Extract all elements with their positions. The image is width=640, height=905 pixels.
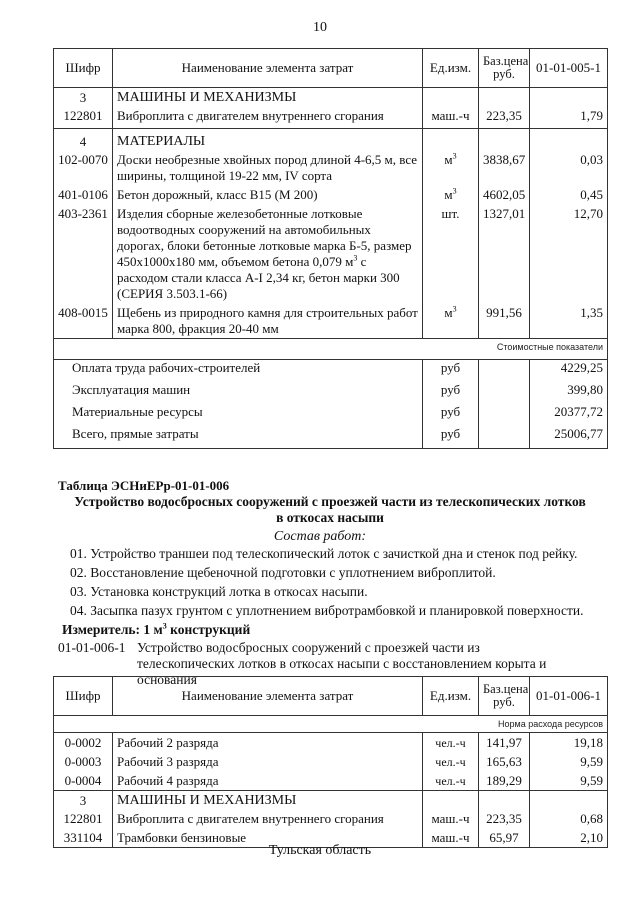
header-norm-code: 01-01-005-1 xyxy=(530,49,608,88)
table-header-row xyxy=(54,49,608,88)
table-row: 401-0106 Бетон дорожный, класс B15 (М 200) $м^3$ 4602,05 0,45 xyxy=(54,185,608,204)
norm-description: Устройство водосбросных сооружений с проезжей части из телескопических лотков в откосах насыпи с восстановлением корыта и основания xyxy=(137,640,547,687)
work-item: 04. Засыпка пазух грунтом с уплотнением вибротрамбовкой и планировкой поверхности. xyxy=(70,603,584,618)
cost-indicators-note: Стоимостные показатели xyxy=(54,339,608,360)
cost-indicators-note-row xyxy=(54,339,608,360)
page-number: 10 xyxy=(313,20,327,35)
page-footer: Тульская область xyxy=(268,843,372,858)
total-row: Материальные ресурсы руб 20377,72 xyxy=(54,404,608,426)
work-item: 02. Восстановление щебеночной подготовки с уплотнением виброплитой. xyxy=(70,565,496,580)
section-number: 3 xyxy=(54,88,113,107)
resource-table-01-01-005-1 xyxy=(53,48,608,449)
table-row: 0-0004 Рабочий 4 разряда чел.-ч 189,29 9,59 xyxy=(54,771,608,791)
header-code: Шифр xyxy=(54,49,113,88)
total-row: Оплата труда рабочих-строителей руб 4229,25 xyxy=(54,360,608,383)
section-row-materials xyxy=(54,128,608,150)
table-row: 0-0002 Рабочий 2 разряда чел.-ч 141,97 19,18 xyxy=(54,733,608,753)
table-row: 122801 Виброплита с двигателем внутреннего сгорания маш.-ч 223,35 0,68 xyxy=(54,809,608,828)
table-row: 0-0003 Рабочий 3 разряда чел.-ч 165,63 9,59 xyxy=(54,752,608,771)
section-title: МАШИНЫ И МЕХАНИЗМЫ xyxy=(113,791,423,810)
header-unit: Ед.изм. xyxy=(423,49,479,88)
section-title: МАТЕРИАЛЫ xyxy=(113,128,423,150)
resource-norm-note-row xyxy=(54,716,608,733)
section-row-machines xyxy=(54,88,608,107)
section-title: МАШИНЫ И МЕХАНИЗМЫ xyxy=(113,88,423,107)
table-header-row xyxy=(54,677,608,716)
table-row: 102-0070 Доски необрезные хвойных пород длиной 4-6,5 м, все ширины, толщиной 19-22 мм, IV сорта $м^3$ 3838,67 0,03 xyxy=(54,150,608,185)
table-row: 403-2361 Изделия сборные железобетонные лотковые водоотводных сооружений на автомобильных дорогах, блоки бетонные лотковые марка Б-5, размер 450x1000x180 мм, объемом бетона 0,079 $м^3$ с расходом стали класса А-I 2,34 кг, бетон марки 300 (СЕРИЯ 3.503.1-66) шт. 1327,01 12,70 xyxy=(54,204,608,303)
table-heading: Устройство водосбросных сооружений с проезжей части из телескопических лотков в откосах насыпи xyxy=(74,494,586,525)
resource-norm-note: Норма расхода ресурсов xyxy=(54,716,608,733)
header-price: Баз.цена руб. xyxy=(479,49,530,88)
table-title: Таблица ЭСНиЕРр-01-01-006 xyxy=(58,478,230,493)
section-number: 3 xyxy=(54,791,113,810)
header-name: Наименование элемента затрат xyxy=(113,677,423,716)
header-name: Наименование элемента затрат xyxy=(113,49,423,88)
total-row-grand: Всего, прямые затраты руб 25006,77 xyxy=(54,426,608,449)
header-unit: Ед.изм. xyxy=(423,677,479,716)
works-label: Состав работ: xyxy=(273,529,367,544)
header-code: Шифр xyxy=(54,677,113,716)
section-number: 4 xyxy=(54,128,113,150)
header-price: Баз.цена руб. xyxy=(479,677,530,716)
work-item: 01. Устройство траншеи под телескопический лоток с зачисткой дна и стенок под рейку. xyxy=(70,546,578,561)
header-norm-code: 01-01-006-1 xyxy=(530,677,608,716)
work-item: 03. Установка конструкций лотка в откосах насыпи. xyxy=(70,584,368,599)
table-row: 331104 Трамбовки бензиновые маш.-ч 65,97 2,10 xyxy=(54,828,608,848)
total-row: Эксплуатация машин руб 399,80 xyxy=(54,382,608,404)
table-row: 122801 Виброплита с двигателем внутреннего сгорания маш.-ч 223,35 1,79 xyxy=(54,106,608,128)
resource-table-01-01-006-1 xyxy=(53,676,608,848)
table-row: 408-0015 Щебень из природного камня для строительных работ марка 800, фракция 20-40 мм $м^3$ 991,56 1,35 xyxy=(54,303,608,339)
measure-unit: Измеритель: 1 $м^3$ конструкций xyxy=(62,621,251,637)
section-row-machines xyxy=(54,791,608,810)
norm-code: 01-01-006-1 xyxy=(58,640,126,655)
